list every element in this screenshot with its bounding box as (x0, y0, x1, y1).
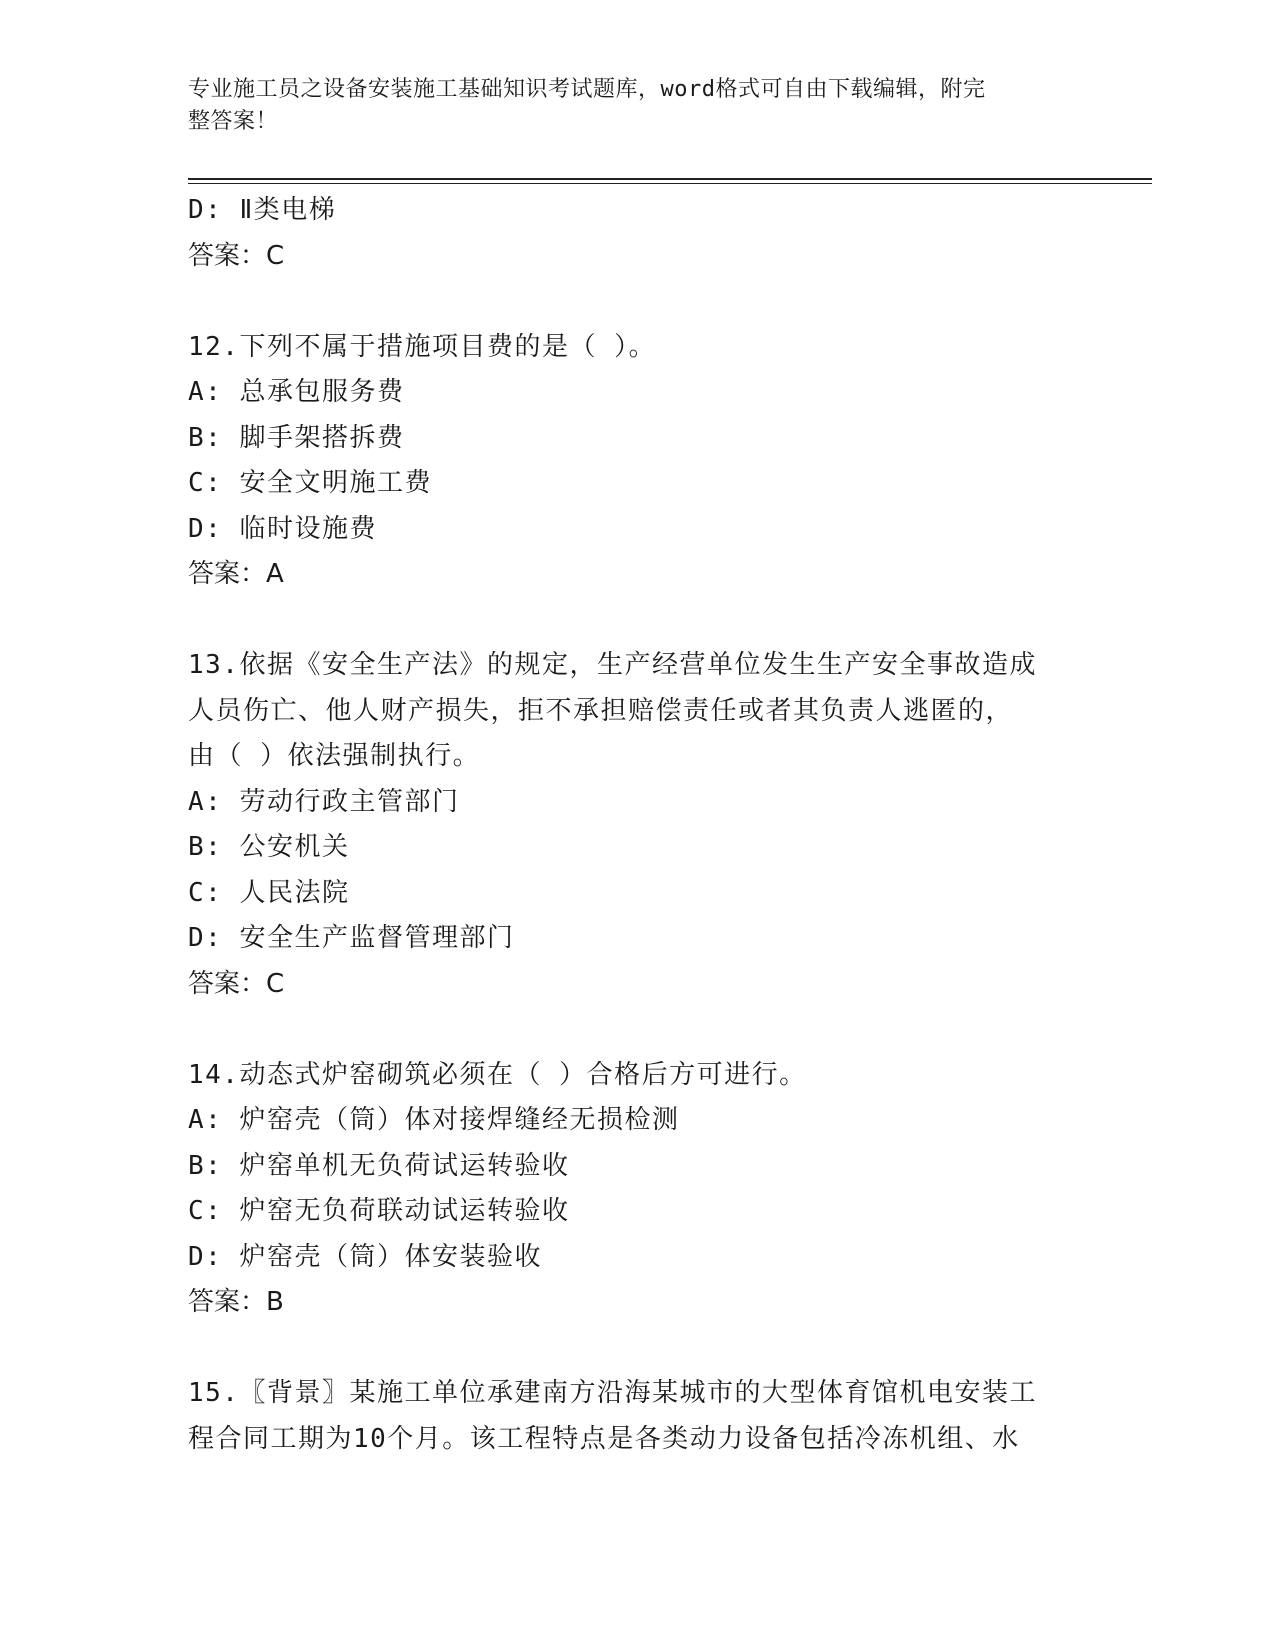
answer: 答案：B (188, 1287, 284, 1317)
option-b: B: 炉窑单机无负荷试运转验收 (188, 1150, 570, 1181)
question-12 (188, 325, 1088, 598)
option-b: B: 脚手架搭拆费 (188, 422, 405, 453)
option-a: A: 总承包服务费 (188, 377, 405, 407)
spacer (188, 279, 1088, 325)
spacer (188, 598, 1088, 644)
header-title-line-1: 专业施工员之设备安装施工基础知识考试题库，word格式可自由下载编辑，附完 (188, 77, 986, 102)
document-header (188, 74, 1068, 138)
question-stem-line-2: 人员伤亡、他人财产损失，拒不承担赔偿责任或者其负责人逃匿的， (188, 695, 1014, 726)
question-15 (188, 1371, 1088, 1462)
header-divider-thick (188, 178, 1152, 180)
option-d: D: Ⅱ类电梯 (188, 195, 337, 225)
question-list (188, 188, 1088, 1462)
option-a: A: 劳动行政主管部门 (188, 786, 460, 817)
question-stem: 12.下列不属于措施项目费的是（ ）。 (188, 331, 657, 362)
question-stem-line-1: 15.〖背景〗某施工单位承建南方沿海某城市的大型体育馆机电安装工 (188, 1378, 1037, 1408)
option-c: C: 人民法院 (188, 877, 350, 908)
question-stem-line-2: 程合同工期为10个月。该工程特点是各类动力设备包括冷冻机组、水 (188, 1423, 1020, 1454)
option-d: D: 临时设施费 (188, 513, 377, 544)
answer: 答案：A (188, 559, 284, 589)
option-b: B: 公安机关 (188, 832, 350, 862)
question-13 (188, 643, 1088, 1007)
question-14 (188, 1053, 1088, 1326)
answer: 答案：C (188, 968, 285, 999)
question-stem: 14.动态式炉窑砌筑必须在（ ）合格后方可进行。 (188, 1059, 807, 1090)
spacer (188, 1326, 1088, 1372)
option-d: D: 安全生产监督管理部门 (188, 923, 515, 953)
option-d: D: 炉窑壳（筒）体安装验收 (188, 1241, 542, 1272)
question-11 (188, 188, 1088, 279)
answer: 答案：C (188, 240, 285, 271)
header-divider-thin (188, 183, 1152, 184)
question-stem-line-3: 由（ ）依法强制执行。 (188, 741, 481, 771)
spacer (188, 1007, 1088, 1053)
question-stem-line-1: 13.依据《安全生产法》的规定，生产经营单位发生生产安全事故造成 (188, 650, 1037, 680)
option-c: C: 炉窑无负荷联动试运转验收 (188, 1196, 570, 1226)
option-c: C: 安全文明施工费 (188, 468, 432, 498)
option-a: A: 炉窑壳（筒）体对接焊缝经无损检测 (188, 1105, 680, 1135)
header-title-line-2: 整答案！ (188, 109, 279, 134)
